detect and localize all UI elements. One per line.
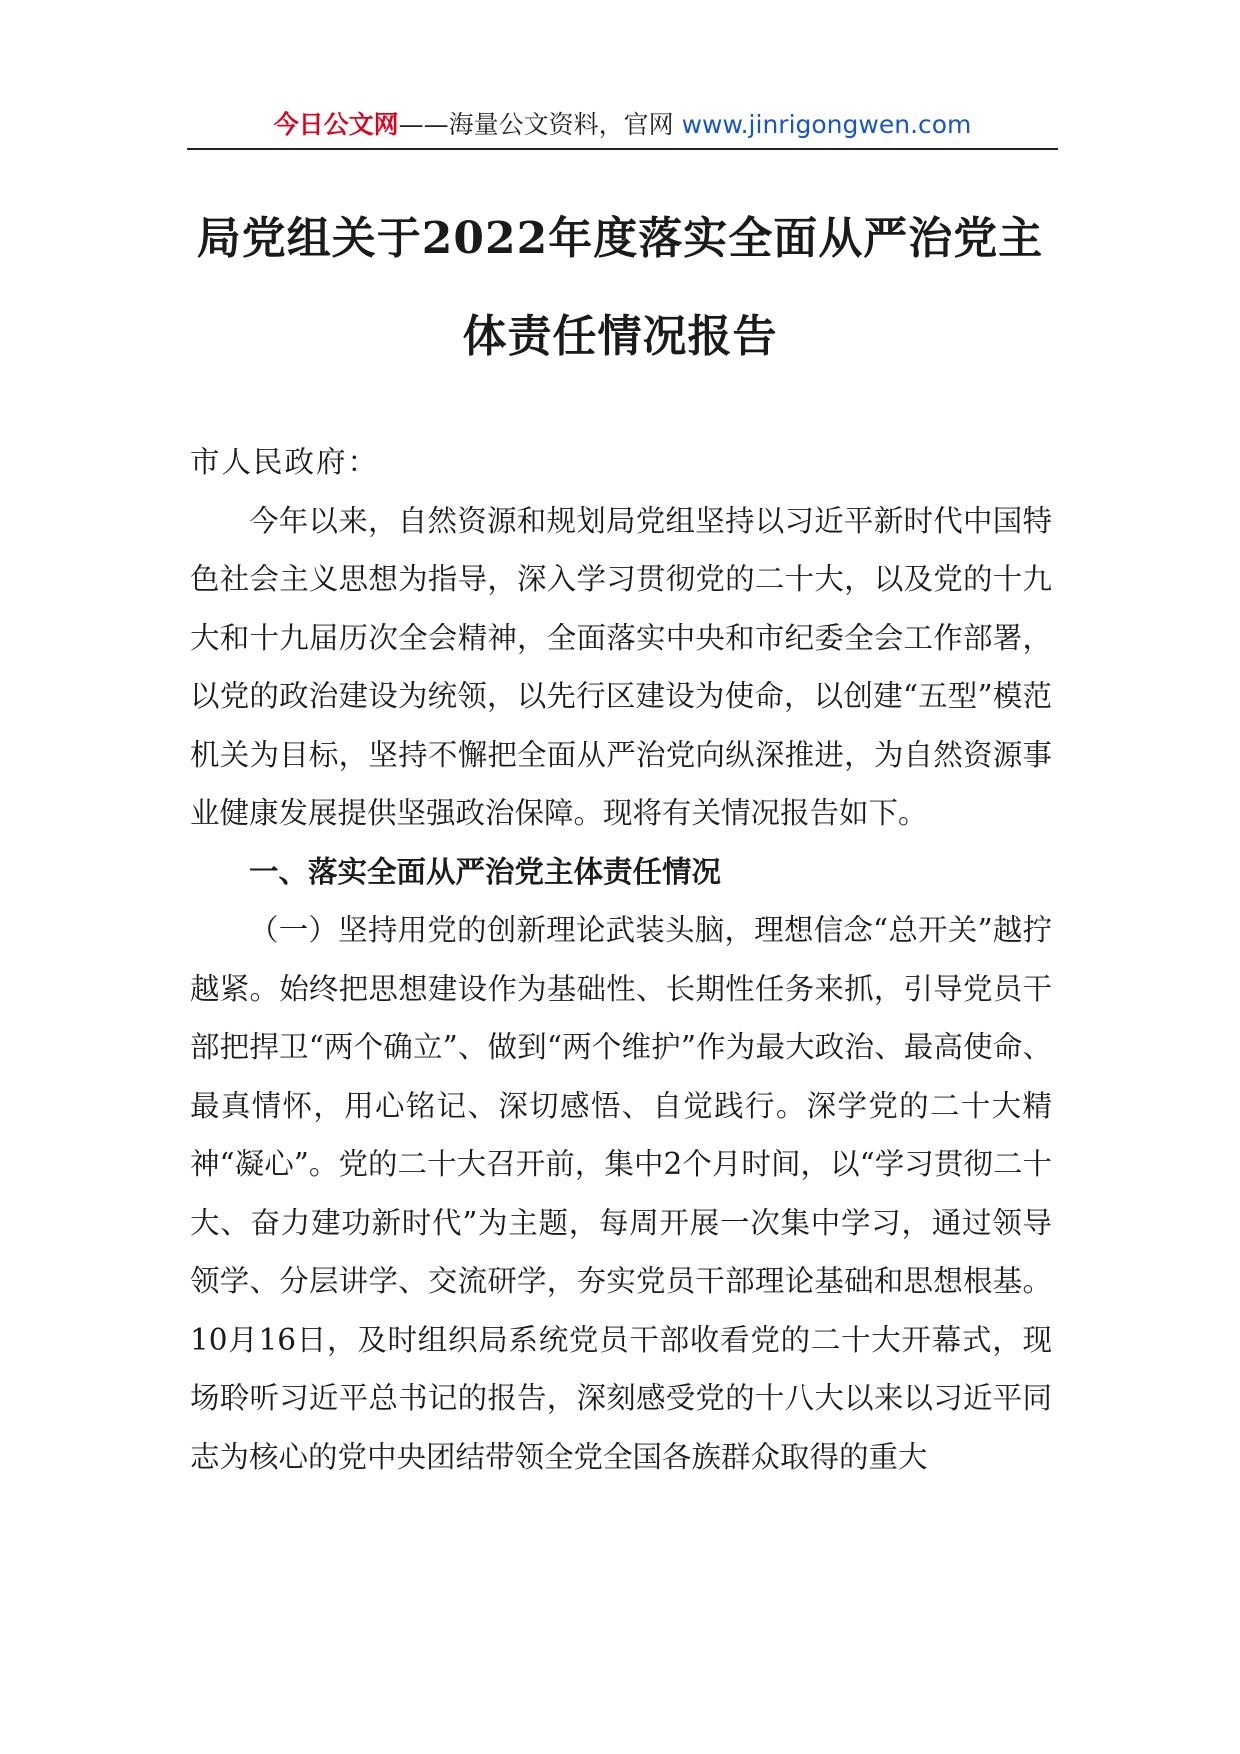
paragraph-section-1-1: （一）坚持用党的创新理论武装头脑，理想信念“总开关”越拧越紧。始终把思想建设作为基础性、长期性任务来抓，引导党员干部把捍卫“两个确立”、做到“两个维护”作为最大政治、最高使命、最真情怀，用心铭记、深切感悟、自觉践行。深学党的二十大精神“凝心”。党的二十大召开前，集中2个月时间，以“学习贯彻二十大、奋力建功新时代”为主题，每周开展一次集中学习，通过领导领学、分层讲学、交流研学，夯实党员干部理论基础和思想根基。10月16日，及时组织局系统党员干部收看党的二十大开幕式，现场聆听习近平总书记的报告，深刻感受党的十八大以来以习近平同志为核心的党中央团结带领全党全国各族群众取得的重大 [190, 913, 1052, 1474]
document-title-line-2: 体责任情况报告 [462, 311, 778, 362]
header-tagline: ——海量公文资料，官网 [398, 110, 682, 139]
document-body [190, 433, 1052, 1486]
site-name: 今日公文网 [273, 110, 399, 139]
paragraph-intro: 今年以来，自然资源和规划局党组坚持以习近平新时代中国特色社会主义思想为指导，深入学习贯彻党的二十大，以及党的十九大和十九届历次全会精神，全面落实中央和市纪委全会工作部署，以党的政治建设为统领，以先行区建设为使命，以创建“五型”模范机关为目标，坚持不懈把全面从严治党向纵深推进，为自然资源事业健康发展提供坚强政治保障。现将有关情况报告如下。 [190, 503, 1052, 830]
document-header [187, 108, 1058, 150]
site-url-link[interactable]: www.jinrigongwen.com [681, 110, 972, 139]
salutation: 市人民政府： [190, 445, 380, 479]
document-title-line-1: 局党组关于2022年度落实全面从严治党主 [196, 213, 1044, 264]
section-heading-1: 一、落实全面从严治党主体责任情况 [249, 854, 722, 889]
